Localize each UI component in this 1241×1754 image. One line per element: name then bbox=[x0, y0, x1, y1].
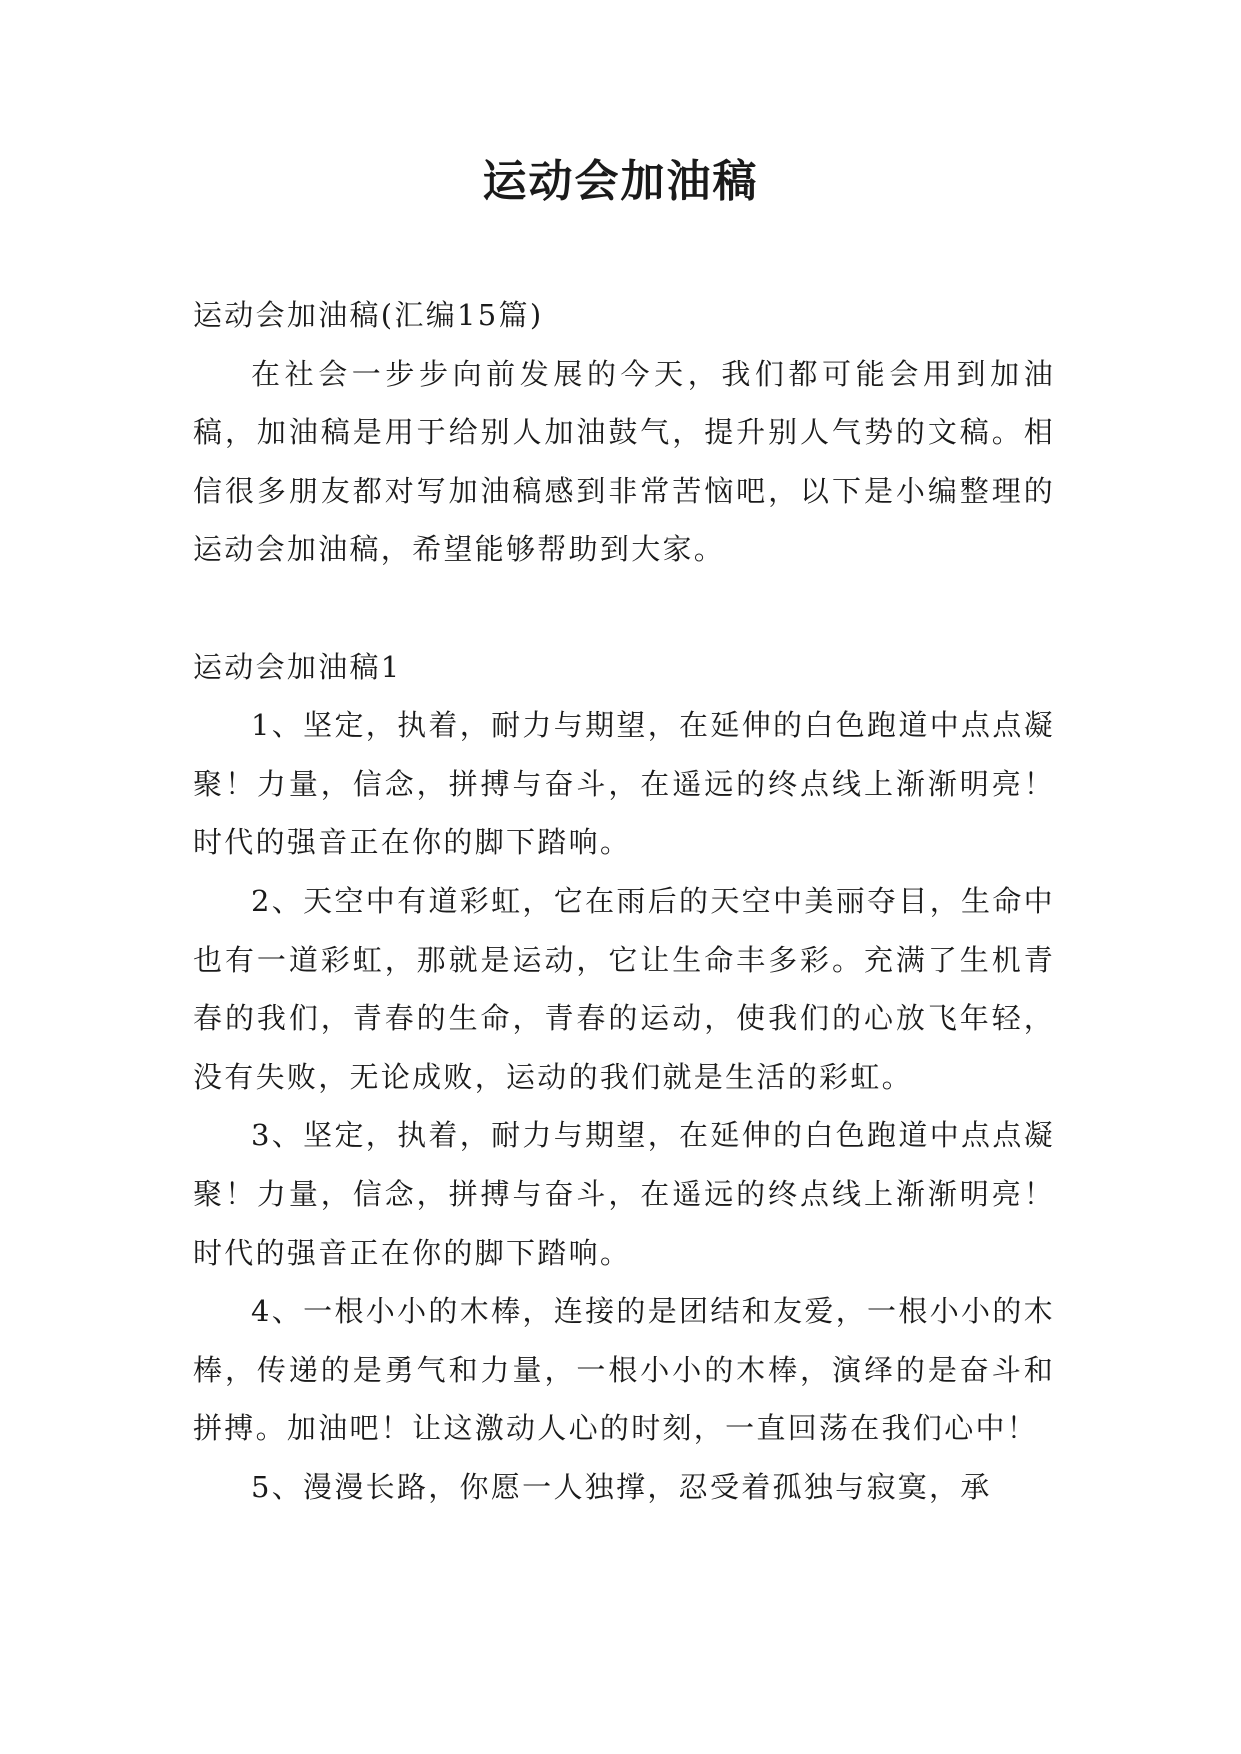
section-heading: 运动会加油稿1 bbox=[193, 649, 402, 684]
list-item: 1、坚定，执着，耐力与期望，在延伸的白色跑道中点点凝聚！力量，信念，拼搏与奋斗，在遥远的终点线上渐渐明亮！时代的强音正在你的脚下踏响。 bbox=[193, 708, 1055, 860]
section-spacer bbox=[193, 579, 1055, 638]
document-title: 运动会加油稿 bbox=[482, 156, 759, 207]
list-item: 5、漫漫长路，你愿一人独撑，忍受着孤独与寂寞，承 bbox=[251, 1469, 992, 1504]
list-item: 2、天空中有道彩虹，它在雨后的天空中美丽夺目，生命中也有一道彩虹，那就是运动，它让生命丰多彩。充满了生机青春的我们，青春的生命，青春的运动，使我们的心放飞年轻，没有失败，无论成败，运动的我们就是生活的彩虹。 bbox=[193, 883, 1055, 1094]
document-subtitle: 运动会加油稿(汇编15篇) bbox=[193, 298, 544, 332]
list-item: 3、坚定，执着，耐力与期望，在延伸的白色跑道中点点凝聚！力量，信念，拼搏与奋斗，在遥远的终点线上渐渐明亮！时代的强音正在你的脚下踏响。 bbox=[193, 1118, 1055, 1270]
intro-paragraph: 在社会一步步向前发展的今天，我们都可能会用到加油稿，加油稿是用于给别人加油鼓气，提升别人气势的文稿。相信很多朋友都对写加油稿感到非常苦恼吧，以下是小编整理的运动会加油稿，希望能够帮助到大家。 bbox=[193, 356, 1055, 567]
list-item: 4、一根小小的木棒，连接的是团结和友爱，一根小小的木棒，传递的是勇气和力量，一根小小的木棒，演绎的是奋斗和拼搏。加油吧！让这激动人心的时刻，一直回荡在我们心中！ bbox=[193, 1294, 1055, 1446]
document-body bbox=[193, 286, 1055, 1516]
